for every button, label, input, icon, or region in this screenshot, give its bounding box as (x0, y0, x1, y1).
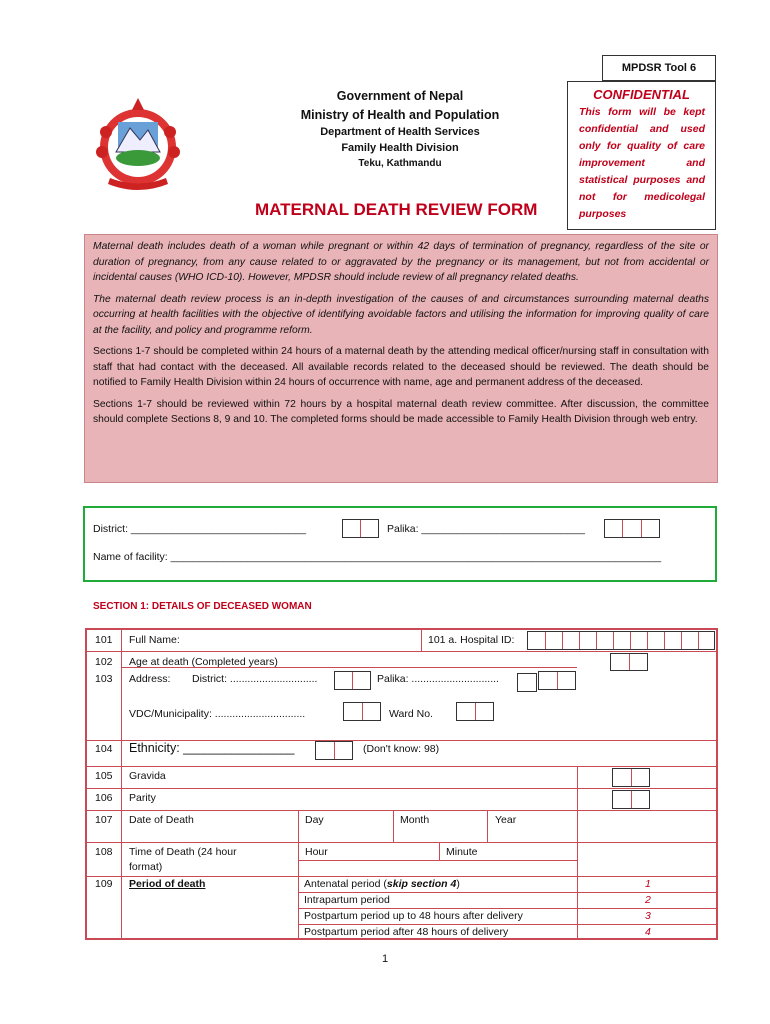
gravida-boxes[interactable] (612, 768, 650, 787)
row-101-num: 101 (95, 634, 113, 646)
nepal-emblem-icon (88, 92, 188, 197)
section1-title: SECTION 1: DETAILS OF DECEASED WOMAN (93, 601, 312, 612)
period-option-3[interactable]: Postpartum period up to 48 hours after delivery (304, 910, 523, 922)
ethnicity-dontknow: (Don't know: 98) (363, 743, 440, 755)
address-district-boxes[interactable] (334, 671, 371, 690)
month-field[interactable]: Month (400, 814, 430, 826)
row-108-num: 108 (95, 846, 113, 858)
period-option-4[interactable]: Postpartum period after 48 hours of delivery (304, 926, 509, 938)
address-vdc[interactable]: VDC/Municipality: ............................... (129, 708, 306, 720)
period-code-2: 2 (645, 894, 651, 906)
address-district[interactable]: District: .............................. (192, 673, 318, 685)
period-of-death-label: Period of death (129, 878, 206, 890)
palika-field[interactable]: Palika: ____________________________ (387, 523, 585, 535)
vdc-boxes[interactable] (343, 702, 381, 721)
district-code-box[interactable] (342, 519, 379, 538)
hospital-id-label: 101 a. Hospital ID: (428, 634, 515, 646)
address-label: Address: (129, 673, 171, 685)
row-103-num: 103 (95, 673, 113, 685)
ethnicity-boxes[interactable] (315, 741, 353, 760)
address-palika[interactable]: Palika: .............................. (377, 673, 499, 685)
parity-boxes[interactable] (612, 790, 650, 809)
year-field[interactable]: Year (495, 814, 517, 826)
row-104-num: 104 (95, 743, 113, 755)
row-105-num: 105 (95, 770, 113, 782)
tool-label: MPDSR Tool 6 (602, 55, 716, 81)
confidential-text: This form will be kept confidential and used only for quality of care improvement and statistical purposes and not for medicolegal purposes (579, 106, 705, 220)
header-line1: Government of Nepal (336, 89, 464, 103)
intro-p4: Sections 1-7 should be reviewed within 72 hours by a hospital maternal death review committee. After discussion, the committee should complete Sections 8, 9 and 10. The completed forms should be made accessible to Family Health Division through web entry. (93, 398, 709, 425)
ward-label: Ward No. (389, 708, 433, 720)
row-102-num: 102 (95, 656, 113, 668)
header-line5: Teku, Kathmandu (358, 158, 442, 169)
form-title: MATERNAL DEATH REVIEW FORM (255, 200, 538, 219)
intro-p3: Sections 1-7 should be completed within 24 hours of a maternal death by the attending medical officer/nursing staff in consultation with staff that had contact with the deceased. All available records related to the deceased should be reviewed. The death should be notified to Family Health Division within 24 hours of occurrence with name, age and permanent address of the deceased. (93, 346, 709, 388)
page-number: 1 (381, 953, 389, 965)
parity-label: Parity (129, 792, 156, 804)
facility-name-field[interactable]: Name of facility: ____________________________________________________________________________________ (93, 551, 662, 563)
section1-table (85, 628, 718, 940)
row-107-num: 107 (95, 814, 113, 826)
header-line4: Family Health Division (341, 142, 459, 154)
full-name-label: Full Name: (129, 634, 180, 646)
hour-field[interactable]: Hour (305, 846, 328, 858)
header-line3: Department of Health Services (320, 126, 480, 138)
facility-box (83, 506, 717, 582)
confidential-title: CONFIDENTIAL (593, 87, 690, 102)
minute-field[interactable]: Minute (446, 846, 478, 858)
period-code-3: 3 (645, 910, 651, 922)
age-boxes[interactable] (610, 653, 648, 671)
row-106-num: 106 (95, 792, 113, 804)
intro-p2: The maternal death review process is an in-depth investigation of the causes of and circumstances surrounding maternal deaths occurring at health facilities with the objective of identifying avoidable factors and utilising the information for improving quality of care at the facility, and policy and programme reform. (93, 293, 709, 336)
gravida-label: Gravida (129, 770, 166, 782)
hospital-id-boxes[interactable] (527, 631, 715, 650)
day-field[interactable]: Day (305, 814, 324, 826)
period-code-1: 1 (645, 878, 651, 890)
period-option-2[interactable]: Intrapartum period (304, 894, 390, 906)
palika-code-box[interactable] (604, 519, 660, 538)
time-of-death-label2: format) (129, 861, 163, 873)
district-field[interactable]: District: ______________________________ (93, 523, 307, 535)
confidential-box (567, 81, 716, 230)
intro-box (84, 234, 718, 483)
ethnicity-label[interactable]: Ethnicity: ________________ (129, 741, 295, 755)
time-of-death-label1: Time of Death (24 hour (129, 846, 237, 858)
age-label: Age at death (Completed years) (129, 656, 278, 668)
period-option-1[interactable] (304, 878, 460, 890)
row-109-num: 109 (95, 878, 113, 890)
period-option-1-text: Antenatal period (skip section 4) (304, 878, 460, 890)
address-palika-box1[interactable] (517, 673, 537, 692)
header-line2: Ministry of Health and Population (300, 108, 500, 122)
intro-p1: Maternal death includes death of a woman while pregnant or within 42 days of termination of pregnancy, regardless of the site or duration of pregnancy, from any cause related to or aggravated by the pregnancy or its management, but not from accidental or incidental causes (WHO ICD-10). However, MPDSR should include review of all pregnancy related deaths. (93, 241, 709, 283)
period-code-4: 4 (645, 926, 651, 938)
ward-boxes[interactable] (456, 702, 494, 721)
address-palika-box2[interactable] (538, 671, 576, 690)
date-of-death-label: Date of Death (129, 814, 194, 826)
